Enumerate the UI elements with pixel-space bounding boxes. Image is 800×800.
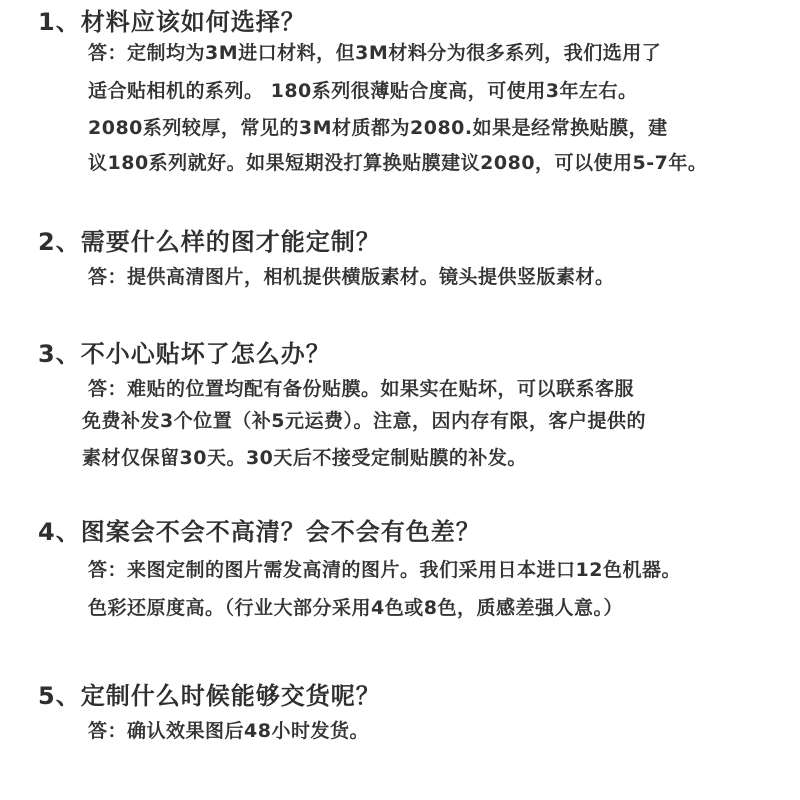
faq-answer-3-line-2: 免费补发3个位置（补5元运费）。注意，因内存有限，客户提供的: [82, 410, 646, 432]
faq-answer-3-line-1: 答：难贴的位置均配有备份贴膜。如果实在贴坏，可以联系客服: [88, 378, 635, 400]
faq-answer-1-line-1: 答：定制均为3M进口材料，但3M材料分为很多系列，我们选用了: [88, 42, 662, 64]
faq-question-4: 4、图案会不会不高清？会不会有色差？: [38, 518, 481, 546]
faq-answer-1-line-3: 2080系列较厚，常见的3M材质都为2080.如果是经常换贴膜，建: [88, 117, 668, 139]
faq-answer-3-line-3: 素材仅保留30天。30天后不接受定制贴膜的补发。: [82, 447, 527, 469]
faq-question-5: 5、定制什么时候能够交货呢？: [38, 682, 381, 710]
faq-question-1: 1、材料应该如何选择？: [38, 8, 306, 36]
faq-answer-1-line-4: 议180系列就好。如果短期没打算换贴膜建议2080，可以使用5-7年。: [88, 152, 708, 174]
faq-answer-1-line-2: 适合贴相机的系列。 180系列很薄贴合度高，可使用3年左右。: [88, 80, 638, 102]
faq-answer-4-line-2: 色彩还原度高。（行业大部分采用4色或8色，质感差强人意。）: [88, 597, 623, 619]
faq-question-3: 3、不小心贴坏了怎么办？: [38, 340, 331, 368]
faq-answer-5-line-1: 答：确认效果图后48小时发货。: [88, 720, 369, 742]
faq-answer-2-line-1: 答：提供高清图片，相机提供横版素材。镜头提供竖版素材。: [88, 266, 615, 288]
faq-question-2: 2、需要什么样的图才能定制？: [38, 228, 381, 256]
faq-answer-4-line-1: 答：来图定制的图片需发高清的图片。我们采用日本进口12色机器。: [88, 559, 681, 581]
